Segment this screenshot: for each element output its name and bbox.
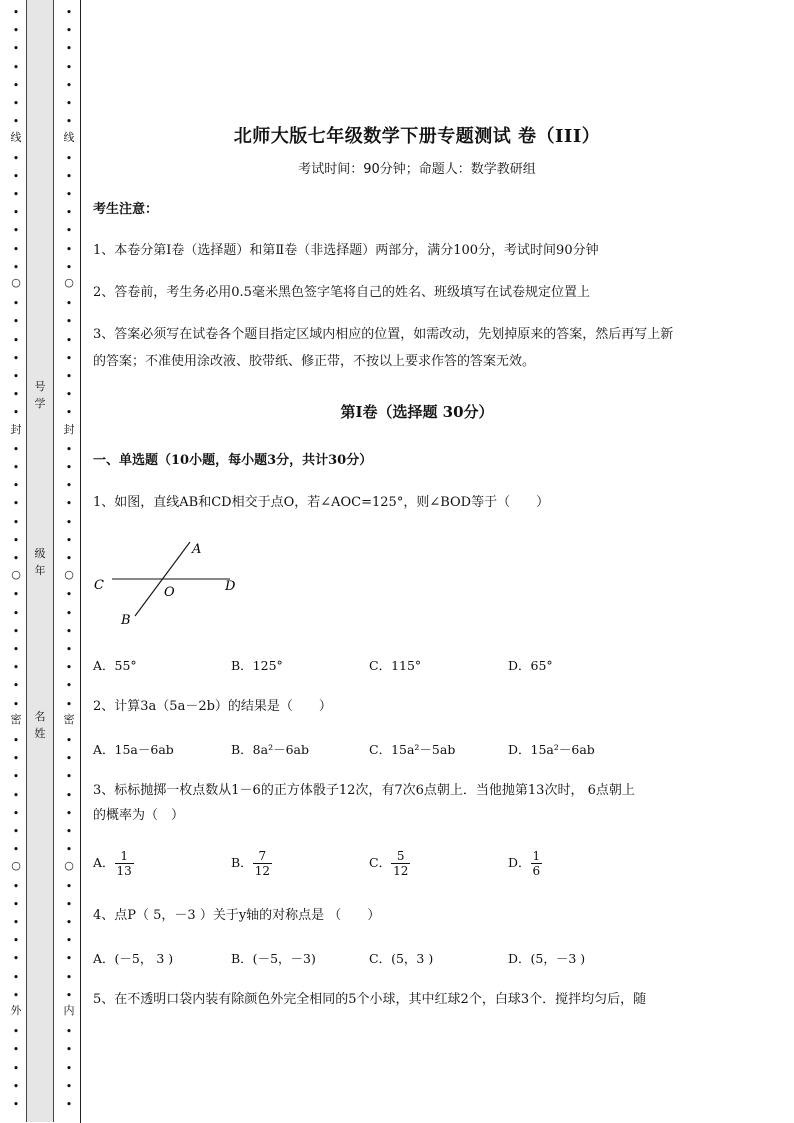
- binding-dot: •: [65, 970, 73, 984]
- binding-dot: •: [12, 752, 20, 766]
- binding-dot: •: [65, 988, 73, 1002]
- binding-circle: ○: [11, 859, 21, 872]
- binding-dot: •: [65, 479, 73, 493]
- binding-dot: •: [12, 315, 20, 329]
- binding-dot: •: [65, 242, 73, 256]
- binding-dot: •: [12, 224, 20, 238]
- fraction: $\frac{1}{13}$: [116, 849, 132, 878]
- name-label: 名 姓: [34, 710, 46, 740]
- binding-dot: •: [12, 169, 20, 183]
- binding-char-side: 外: [10, 1004, 22, 1017]
- binding-dot: •: [65, 606, 73, 620]
- binding-dot: •: [65, 370, 73, 383]
- binding-dot: •: [12, 988, 20, 1002]
- binding-dot: •: [12, 24, 20, 38]
- fraction: $\frac{5}{12}$: [393, 849, 409, 878]
- binding-dot: •: [65, 661, 73, 675]
- exam-info: 考试时间：90分钟；命题人：数学教研组: [298, 162, 536, 177]
- binding-dot: •: [12, 406, 20, 420]
- q1-option-c: C．115°: [369, 658, 422, 673]
- q2-option-c: C．15a²－5ab: [369, 742, 456, 757]
- binding-dot: •: [12, 42, 20, 56]
- binding-dot: •: [65, 6, 73, 19]
- binding-dot: •: [12, 825, 20, 838]
- binding-dot: •: [65, 315, 73, 329]
- binding-dot: •: [12, 60, 20, 74]
- q2-option-a: A．15a－6ab: [93, 742, 174, 757]
- binding-dot: •: [12, 6, 20, 19]
- binding-dot: •: [12, 970, 20, 984]
- binding-dot: •: [65, 60, 73, 74]
- binding-char-line: 线: [10, 131, 22, 144]
- binding-dot: •: [12, 734, 20, 747]
- binding-dot: •: [12, 151, 20, 165]
- page-title: 北师大版七年级数学下册专题测试 卷（III）: [233, 126, 601, 147]
- q1-option-d: D．65°: [508, 658, 553, 673]
- intersecting-lines-figure: [90, 536, 250, 632]
- binding-dot: •: [12, 188, 20, 201]
- binding-dot: •: [12, 97, 20, 110]
- binding-dot: •: [12, 588, 20, 602]
- binding-dot: •: [12, 115, 20, 129]
- binding-dot: •: [65, 952, 73, 966]
- binding-dot: •: [65, 115, 73, 129]
- binding-dot: •: [12, 260, 20, 274]
- binding-char-seal: 封: [10, 423, 22, 436]
- binding-char-seal: 封: [63, 423, 75, 436]
- binding-dot: •: [12, 1098, 20, 1111]
- fraction: $\frac{1}{6}$: [532, 849, 541, 878]
- binding-dot: •: [65, 697, 73, 711]
- binding-dot: •: [65, 843, 73, 857]
- binding-char-secret: 密: [63, 713, 75, 726]
- binding-dot: •: [12, 806, 20, 820]
- binding-dot: •: [12, 370, 20, 383]
- binding-dot: •: [65, 188, 73, 201]
- binding-dot: •: [65, 916, 73, 929]
- notice-heading: 考生注意：: [93, 202, 159, 217]
- binding-dot: •: [12, 442, 20, 456]
- binding-dot: •: [65, 206, 73, 220]
- binding-dot: •: [12, 533, 20, 547]
- binding-dot: •: [12, 916, 20, 929]
- binding-dot: •: [65, 806, 73, 820]
- question-3-cont: 的概率为（ ）: [93, 808, 185, 823]
- q4-option-a: A．(－5， 3 ): [93, 951, 174, 966]
- binding-dot: •: [12, 643, 20, 656]
- binding-dot: •: [65, 734, 73, 747]
- binding-dot: •: [12, 461, 20, 474]
- binding-dot: •: [65, 169, 73, 183]
- binding-dot: •: [12, 297, 20, 311]
- binding-dot: •: [65, 24, 73, 38]
- binding-dot: •: [65, 388, 73, 402]
- binding-dot: •: [12, 697, 20, 711]
- binding-dot: •: [12, 1025, 20, 1039]
- binding-circle: ○: [64, 859, 74, 872]
- binding-dot: •: [65, 297, 73, 311]
- binding-dot: •: [12, 479, 20, 493]
- q3-option-d: D． $\frac{1}{6}$: [508, 849, 541, 878]
- q4-option-c: C．(5，3 ): [369, 951, 434, 966]
- binding-char-secret: 密: [10, 713, 22, 726]
- label-b: B: [121, 613, 131, 628]
- binding-dot: •: [12, 1061, 20, 1075]
- binding-dot: •: [12, 770, 20, 784]
- binding-dot: •: [65, 825, 73, 838]
- binding-dot: •: [65, 406, 73, 420]
- notice-item-2: 2、答卷前，考生务必用0.5毫米黑色签字笔将自己的姓名、班级填写在试卷规定位置上: [93, 285, 590, 300]
- notice-item-1: 1、本卷分第I卷（选择题）和第Ⅱ卷（非选择题）两部分，满分100分，考试时间90分钟: [93, 243, 599, 258]
- binding-dot: •: [65, 442, 73, 456]
- binding-dot: •: [12, 661, 20, 675]
- notice-item-3-cont: 的答案；不准使用涂改液、胶带纸、修正带，不按以上要求作答的答案无效。: [93, 354, 536, 369]
- binding-dot: •: [12, 606, 20, 620]
- binding-dot: •: [65, 588, 73, 602]
- q2-option-b: B．8a²－6ab: [231, 742, 310, 757]
- q1-option-b: B．125°: [231, 658, 283, 673]
- student-number-label: 号 学: [34, 380, 46, 410]
- binding-dot: •: [12, 1079, 20, 1093]
- binding-dot: •: [12, 897, 20, 911]
- binding-dot: •: [65, 151, 73, 165]
- binding-dot: •: [65, 934, 73, 948]
- notice-item-3: 3、答案必须写在试卷各个题目指定区域内相应的位置，如需改动，先划掉原来的答案，然后再写上新: [93, 327, 674, 342]
- binding-dot: •: [65, 260, 73, 274]
- binding-dot: •: [65, 42, 73, 56]
- binding-dot: •: [65, 515, 73, 529]
- binding-dot: •: [12, 788, 20, 802]
- label-c: C: [94, 578, 104, 593]
- binding-circle: ○: [64, 276, 74, 289]
- binding-dot: •: [65, 552, 73, 565]
- binding-dot: •: [65, 770, 73, 784]
- binding-circle: ○: [11, 276, 21, 289]
- q3-option-a: A． $\frac{1}{13}$: [93, 849, 132, 878]
- part-heading: 一、单选题（10小题，每小题3分，共计30分）: [93, 453, 373, 468]
- binding-dot: •: [12, 552, 20, 565]
- binding-dot: •: [12, 624, 20, 638]
- binding-circle: ○: [64, 568, 74, 581]
- binding-dot: •: [65, 497, 73, 511]
- binding-dot: •: [65, 752, 73, 766]
- binding-dot: •: [12, 497, 20, 511]
- binding-dot: •: [65, 679, 73, 693]
- label-a: A: [192, 542, 202, 557]
- q4-option-d: D．(5，－3 ): [508, 951, 586, 966]
- binding-dot: •: [65, 333, 73, 347]
- binding-circle: ○: [11, 568, 21, 581]
- binding-dot: •: [65, 1061, 73, 1075]
- grade-label: 级 年: [34, 547, 46, 577]
- binding-dot: •: [65, 788, 73, 802]
- binding-dot: •: [12, 679, 20, 693]
- binding-dot: •: [12, 242, 20, 256]
- binding-dot: •: [65, 78, 73, 92]
- question-3: 3、标标抛掷一枚点数从1－6的正方体骰子12次，有7次6点朝上．当他抛第13次时， 6点朝上: [93, 783, 635, 798]
- binding-dot: •: [65, 1079, 73, 1093]
- question-5: 5、在不透明口袋内装有除颜色外完全相同的5个小球，其中红球2个，白球3个．搅拌均匀后，随: [93, 992, 647, 1007]
- binding-dot: •: [65, 879, 73, 893]
- binding-dot: •: [12, 952, 20, 966]
- section-title: 第I卷（选择题 30分）: [340, 403, 494, 421]
- binding-dot: •: [65, 97, 73, 110]
- binding-char-line: 线: [63, 131, 75, 144]
- label-d: D: [225, 579, 236, 594]
- binding-dot: •: [12, 879, 20, 893]
- binding-dot: •: [65, 897, 73, 911]
- binding-dot: •: [65, 643, 73, 656]
- binding-dot: •: [65, 461, 73, 474]
- binding-dot: •: [65, 624, 73, 638]
- binding-dot: •: [12, 1043, 20, 1057]
- question-4: 4、点P（ 5，－3 ）关于y轴的对称点是 （ ）: [93, 908, 381, 923]
- q4-option-b: B．(－5，－3): [231, 951, 316, 966]
- binding-dot: •: [12, 843, 20, 857]
- label-o: O: [164, 585, 175, 600]
- binding-dot: •: [12, 515, 20, 529]
- binding-dot: •: [65, 224, 73, 238]
- q1-option-a: A．55°: [93, 658, 137, 673]
- binding-dot: •: [12, 206, 20, 220]
- binding-dot: •: [65, 1043, 73, 1057]
- question-1: 1、如图，直线AB和CD相交于点O，若∠AOC=125°，则∠BOD等于（ ）: [93, 495, 550, 510]
- question-2: 2、计算3a（5a－2b）的结果是（ ）: [93, 699, 332, 714]
- binding-dot: •: [12, 388, 20, 402]
- binding-dot: •: [65, 533, 73, 547]
- fraction: $\frac{7}{12}$: [254, 849, 270, 878]
- binding-dot: •: [65, 351, 73, 365]
- binding-dot: •: [12, 351, 20, 365]
- binding-dot: •: [65, 1098, 73, 1111]
- q2-option-d: D．15a²－6ab: [508, 742, 595, 757]
- binding-dot: •: [12, 78, 20, 92]
- binding-char-side: 内: [63, 1004, 75, 1017]
- binding-dot: •: [12, 333, 20, 347]
- binding-dot: •: [65, 1025, 73, 1039]
- q3-option-c: C． $\frac{5}{12}$: [369, 849, 409, 878]
- binding-dot: •: [12, 934, 20, 948]
- q3-option-b: B． $\frac{7}{12}$: [231, 849, 270, 878]
